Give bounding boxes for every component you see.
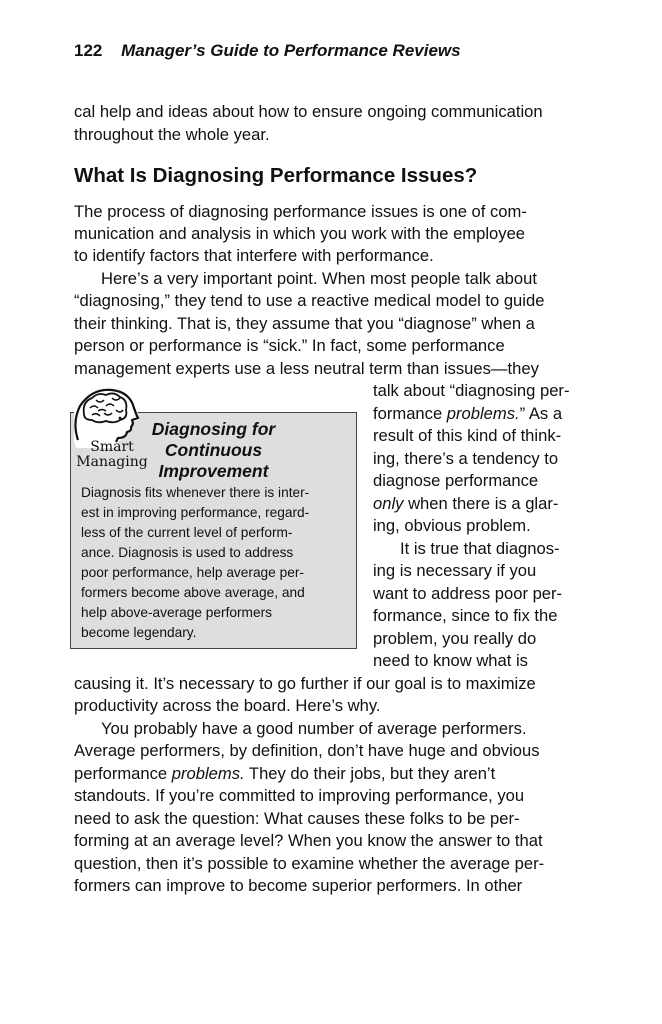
- body-line: “diagnosing,” they tend to use a reactive medical model to guide: [74, 291, 545, 310]
- body-line: ing is necessary if you: [373, 561, 537, 580]
- body-line: need to ask the question: What causes these folks to be per-: [74, 809, 520, 828]
- section-heading: What Is Diagnosing Performance Issues?: [74, 164, 478, 187]
- sidebar-text-line: become legendary.: [81, 625, 197, 640]
- body-line: Here’s a very important point. When most people talk about: [101, 269, 537, 288]
- body-line: performance problems. They do their jobs, but they aren’t: [74, 764, 496, 783]
- body-line: formance, since to fix the: [373, 606, 558, 625]
- body-line: problem, you really do: [373, 629, 537, 648]
- body-line: ing, obvious problem.: [373, 516, 531, 535]
- body-line: formers can improve to become superior performers. In other: [74, 876, 523, 895]
- body-line: You probably have a good number of average performers.: [101, 719, 527, 738]
- sidebar-text-line: est in improving performance, regard-: [81, 505, 310, 520]
- body-line: their thinking. That is, they assume that you “diagnose” when a: [74, 314, 535, 333]
- body-line: cal help and ideas about how to ensure ongoing communication: [74, 102, 543, 121]
- body-line: causing it. It’s necessary to go further if our goal is to maximize: [74, 674, 536, 693]
- sidebar-title-line: Continuous: [164, 440, 263, 460]
- managing-label: Managing: [76, 454, 148, 470]
- body-line: productivity across the board. Here’s why.: [74, 696, 381, 715]
- body-line: It is true that diagnos-: [400, 539, 560, 558]
- body-line: ing, there’s a tendency to: [373, 449, 559, 468]
- body-line: to identify factors that interfere with performance.: [74, 246, 434, 265]
- body-line: diagnose performance: [373, 471, 539, 490]
- body-line: The process of diagnosing performance issues is one of com-: [74, 202, 527, 221]
- running-header: [74, 41, 461, 61]
- smart-label: Smart: [90, 439, 134, 455]
- sidebar-title-line: Diagnosing for: [151, 419, 276, 439]
- body-line: munication and analysis in which you work with the employee: [74, 224, 526, 243]
- sidebar-text-line: formers become above average, and: [81, 585, 305, 600]
- sidebar-title-line: Improvement: [158, 461, 269, 481]
- body-line: talk about “diagnosing per-: [373, 381, 570, 400]
- body-line: management experts use a less neutral term than issues—they: [74, 359, 539, 378]
- running-title: Manager’s Guide to Performance Reviews: [121, 41, 461, 60]
- sidebar-text-line: poor performance, help average per-: [81, 565, 304, 580]
- body-line: only when there is a glar-: [373, 494, 559, 513]
- body-line: standouts. If you’re committed to improving performance, you: [74, 786, 525, 805]
- body-line: need to know what is: [373, 651, 528, 670]
- body-line: want to address poor per-: [373, 584, 563, 603]
- body-line: person or performance is “sick.” In fact, some performance: [74, 336, 505, 355]
- body-line: question, then it’s possible to examine whether the average per-: [74, 854, 545, 873]
- smart-managing-label: [74, 440, 150, 470]
- page-number: 122: [74, 41, 103, 60]
- body-line: Average performers, by definition, don’t have huge and obvious: [74, 741, 540, 760]
- body-line: result of this kind of think-: [373, 426, 562, 445]
- body-line: forming at an average level? When you know the answer to that: [74, 831, 543, 850]
- sidebar-text-line: help above-average performers: [81, 605, 272, 620]
- body-line: throughout the whole year.: [74, 125, 270, 144]
- sidebar-text-line: less of the current level of perform-: [81, 525, 293, 540]
- sidebar-text-line: ance. Diagnosis is used to address: [81, 545, 294, 560]
- sidebar-text-line: Diagnosis fits whenever there is inter-: [81, 485, 310, 500]
- body-line: formance problems.” As a: [373, 404, 563, 423]
